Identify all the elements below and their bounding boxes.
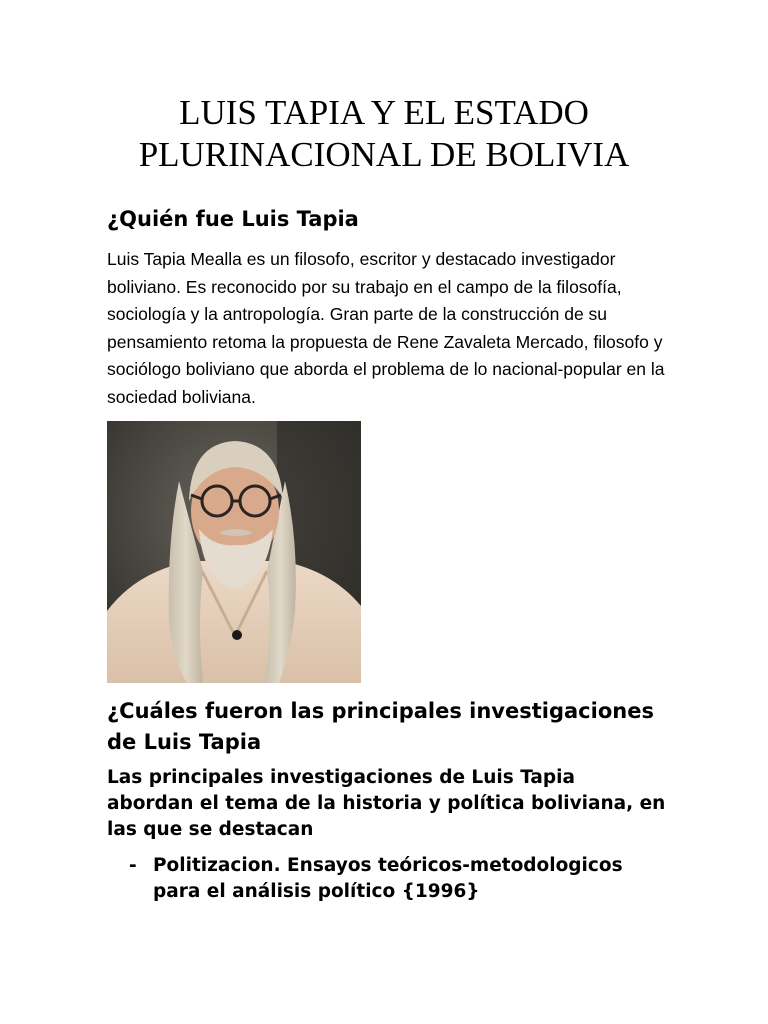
biography-paragraph: Luis Tapia Mealla es un filosofo, escritor y destacado investigador boliviano. Es reconocido por su trabajo en el campo de la filosofía, sociología y la antropología. Gran parte de la construcción de su pensamiento retoma la propuesta de Rene Zavaleta Mercado, filosofo y sociólogo boliviano que aborda el problema de lo nacional-popular en la sociedad boliviana. <box>107 249 665 407</box>
list-item-text: Politizacion. Ensayos teóricos-metodologicos para el análisis político {1996} <box>153 855 623 902</box>
list-bullet: - <box>129 855 137 876</box>
section-heading-research: ¿Cuáles fueron las principales investigaciones de Luis Tapia <box>107 699 654 754</box>
portrait-photo <box>107 421 361 683</box>
list-item <box>107 853 667 905</box>
research-intro-paragraph: Las principales investigaciones de Luis Tapia abordan el tema de la historia y política boliviana, en las que se destacan <box>107 767 666 840</box>
research-list <box>107 853 667 905</box>
document-title: LUIS TAPIA Y EL ESTADO PLURINACIONAL DE BOLIVIA <box>138 93 630 174</box>
section-heading-who: ¿Quién fue Luis Tapia <box>107 207 359 231</box>
portrait-illustration <box>107 421 361 683</box>
